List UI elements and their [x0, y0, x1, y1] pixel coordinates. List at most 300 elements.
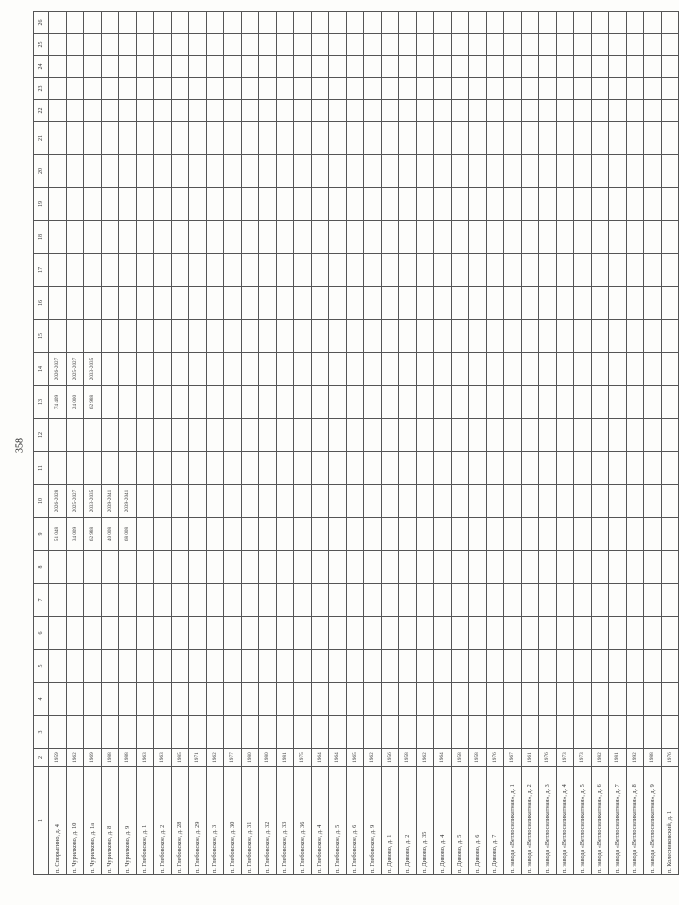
table-cell: [416, 221, 434, 254]
table-cell: [591, 386, 609, 419]
table-cell: [661, 683, 679, 716]
table-cell: [346, 78, 364, 100]
table-cell: [364, 320, 382, 353]
table-cell: [644, 254, 662, 287]
table-cell: [591, 452, 609, 485]
table-cell: [66, 584, 84, 617]
column-header: 16: [34, 287, 49, 320]
table-cell: [661, 617, 679, 650]
table-cell: [626, 353, 644, 386]
table-row: [416, 12, 434, 875]
table-cell: [154, 419, 172, 452]
table-cell: [241, 122, 259, 155]
table-cell: [451, 353, 469, 386]
table-cell: [644, 122, 662, 155]
table-cell: [259, 56, 277, 78]
table-cell: [644, 320, 662, 353]
table-cell: [346, 551, 364, 584]
table-cell: [329, 419, 347, 452]
table-cell: [294, 485, 312, 518]
table-cell: [84, 254, 102, 287]
table-cell: 2039-2041: [119, 485, 137, 518]
table-cell: [294, 188, 312, 221]
table-cell: 1962: [206, 749, 224, 767]
table-cell: [644, 518, 662, 551]
table-cell: [469, 386, 487, 419]
table-cell: [224, 551, 242, 584]
table-cell: [119, 386, 137, 419]
table-cell: [189, 419, 207, 452]
table-cell: [241, 34, 259, 56]
table-cell: [486, 650, 504, 683]
table-cell: [364, 254, 382, 287]
table-cell: [556, 12, 574, 34]
table-cell: [346, 452, 364, 485]
table-cell: [154, 122, 172, 155]
table-cell: [661, 155, 679, 188]
table-cell: [224, 221, 242, 254]
table-cell: [346, 100, 364, 122]
table-cell: [504, 122, 522, 155]
table-row: [381, 12, 399, 875]
table-cell: [241, 452, 259, 485]
table-cell: [539, 320, 557, 353]
table-cell: [539, 716, 557, 749]
table-cell: [206, 56, 224, 78]
table-cell: [171, 221, 189, 254]
table-cell: [49, 56, 67, 78]
table-cell: [311, 617, 329, 650]
table-cell: 1975: [294, 749, 312, 767]
table-cell: [434, 287, 452, 320]
column-header: 17: [34, 254, 49, 287]
table-cell: [661, 650, 679, 683]
table-cell: [556, 551, 574, 584]
table-cell: [171, 452, 189, 485]
table-cell: [154, 617, 172, 650]
table-cell: [626, 188, 644, 221]
table-cell: [294, 320, 312, 353]
table-cell: [469, 100, 487, 122]
table-cell: [451, 254, 469, 287]
table-cell: [294, 122, 312, 155]
table-cell: [591, 320, 609, 353]
table-row: [189, 12, 207, 875]
row-address-cell: п. Глебовское, д. 31: [241, 767, 259, 875]
table-cell: [311, 386, 329, 419]
table-cell: [66, 551, 84, 584]
table-row: [626, 12, 644, 875]
table-cell: [66, 34, 84, 56]
table-cell: [346, 320, 364, 353]
table-cell: [504, 12, 522, 34]
table-cell: [276, 320, 294, 353]
table-cell: 62 988: [84, 386, 102, 419]
table-cell: [136, 12, 154, 34]
row-address-cell: п. Дивово, д. 2: [399, 767, 417, 875]
table-cell: [644, 188, 662, 221]
table-cell: [154, 221, 172, 254]
table-cell: [154, 452, 172, 485]
table-cell: [154, 34, 172, 56]
table-cell: [206, 287, 224, 320]
row-address-cell: п. завода «Ветлосиликатная», д. 8: [626, 767, 644, 875]
table-cell: [469, 78, 487, 100]
table-cell: [521, 716, 539, 749]
row-address-cell: п. Дивово, д. 4: [434, 767, 452, 875]
table-cell: [329, 551, 347, 584]
table-cell: [241, 386, 259, 419]
table-cell: [626, 716, 644, 749]
table-cell: [119, 78, 137, 100]
table-cell: [329, 12, 347, 34]
table-cell: [206, 34, 224, 56]
table-cell: [574, 100, 592, 122]
table-cell: [101, 12, 119, 34]
table-cell: [136, 716, 154, 749]
table-cell: [591, 518, 609, 551]
table-cell: [189, 254, 207, 287]
table-cell: [49, 551, 67, 584]
table-cell: [469, 34, 487, 56]
table-cell: 1981: [276, 749, 294, 767]
table-cell: [504, 254, 522, 287]
table-cell: [399, 188, 417, 221]
table-cell: [626, 254, 644, 287]
table-row: [574, 12, 592, 875]
table-cell: [136, 452, 154, 485]
table-cell: [521, 353, 539, 386]
table-cell: [241, 617, 259, 650]
table-cell: 2033-2035: [84, 485, 102, 518]
table-cell: [311, 518, 329, 551]
table-cell: [119, 716, 137, 749]
table-cell: [504, 485, 522, 518]
table-cell: [329, 485, 347, 518]
row-address-cell: п. Дивово, д. 5: [451, 767, 469, 875]
table-cell: [241, 485, 259, 518]
table-cell: [399, 617, 417, 650]
table-cell: [171, 716, 189, 749]
table-cell: [206, 452, 224, 485]
table-cell: 1963: [154, 749, 172, 767]
table-cell: [539, 34, 557, 56]
table-cell: [276, 386, 294, 419]
table-cell: [84, 617, 102, 650]
table-cell: [311, 155, 329, 188]
table-cell: [206, 485, 224, 518]
table-cell: [84, 188, 102, 221]
row-address-cell: п. Чурилково, д. 9: [119, 767, 137, 875]
table-cell: [294, 584, 312, 617]
table-cell: [469, 617, 487, 650]
table-cell: [259, 254, 277, 287]
table-cell: [556, 254, 574, 287]
table-cell: 24 000: [66, 386, 84, 419]
table-cell: [381, 452, 399, 485]
table-cell: [364, 122, 382, 155]
table-cell: [136, 320, 154, 353]
table-cell: [171, 188, 189, 221]
table-cell: [521, 683, 539, 716]
table-cell: [101, 78, 119, 100]
table-cell: [609, 100, 627, 122]
table-cell: [66, 12, 84, 34]
table-cell: [626, 551, 644, 584]
table-cell: [49, 100, 67, 122]
table-cell: [101, 353, 119, 386]
table-cell: [119, 12, 137, 34]
table-cell: [276, 419, 294, 452]
table-cell: [311, 56, 329, 78]
table-cell: [154, 386, 172, 419]
table-row: [609, 12, 627, 875]
table-cell: [661, 485, 679, 518]
table-cell: [101, 221, 119, 254]
table-cell: [434, 254, 452, 287]
table-cell: 1981: [609, 749, 627, 767]
row-address-cell: п. Дивово, д. 35: [416, 767, 434, 875]
table-cell: [609, 518, 627, 551]
table-cell: 1973: [574, 749, 592, 767]
table-cell: 1969: [84, 749, 102, 767]
table-cell: [224, 617, 242, 650]
table-cell: [294, 34, 312, 56]
table-cell: [224, 353, 242, 386]
table-cell: [241, 78, 259, 100]
table-cell: [84, 650, 102, 683]
table-cell: [154, 320, 172, 353]
table-cell: [171, 650, 189, 683]
table-cell: [591, 56, 609, 78]
table-cell: [276, 452, 294, 485]
table-cell: [364, 551, 382, 584]
table-cell: [486, 617, 504, 650]
table-cell: [364, 56, 382, 78]
table-cell: [206, 386, 224, 419]
table-cell: [591, 650, 609, 683]
table-cell: [241, 353, 259, 386]
table-cell: [311, 221, 329, 254]
table-cell: [276, 78, 294, 100]
table-cell: [486, 716, 504, 749]
table-cell: [364, 353, 382, 386]
table-cell: [224, 716, 242, 749]
table-cell: [486, 518, 504, 551]
table-cell: [451, 188, 469, 221]
table-cell: [609, 221, 627, 254]
table-cell: [259, 221, 277, 254]
table-cell: [609, 122, 627, 155]
table-cell: [276, 518, 294, 551]
table-cell: [171, 617, 189, 650]
table-cell: [574, 188, 592, 221]
table-cell: [311, 353, 329, 386]
table-cell: [276, 650, 294, 683]
table-cell: [661, 122, 679, 155]
row-address-cell: п. Чурилково, д. 1а: [84, 767, 102, 875]
table-cell: [381, 518, 399, 551]
table-cell: [609, 254, 627, 287]
row-address-cell: п. завода «Ветлосиликатная», д. 1: [504, 767, 522, 875]
table-cell: [206, 716, 224, 749]
table-cell: [224, 683, 242, 716]
table-row: [154, 12, 172, 875]
table-cell: [469, 56, 487, 78]
table-cell: [49, 617, 67, 650]
table-row: [84, 12, 102, 875]
table-cell: [556, 155, 574, 188]
table-cell: [189, 386, 207, 419]
row-address-cell: п. Дивово, д. 6: [469, 767, 487, 875]
table-cell: [626, 617, 644, 650]
table-cell: [661, 287, 679, 320]
table-cell: [136, 34, 154, 56]
table-cell: [644, 452, 662, 485]
table-cell: [294, 452, 312, 485]
table-cell: [154, 584, 172, 617]
table-cell: 1962: [364, 749, 382, 767]
table-cell: 1963: [136, 749, 154, 767]
table-cell: [189, 551, 207, 584]
table-cell: [206, 650, 224, 683]
table-cell: [136, 518, 154, 551]
table-cell: [504, 100, 522, 122]
table-cell: [224, 254, 242, 287]
table-cell: [609, 320, 627, 353]
table-cell: [119, 617, 137, 650]
table-cell: [294, 221, 312, 254]
table-cell: [626, 518, 644, 551]
table-cell: [504, 452, 522, 485]
row-address-cell: п. Дивово, д. 7: [486, 767, 504, 875]
table-cell: [399, 100, 417, 122]
table-cell: [644, 551, 662, 584]
table-cell: [521, 518, 539, 551]
table-cell: [241, 584, 259, 617]
table-cell: [189, 353, 207, 386]
table-cell: [609, 56, 627, 78]
table-cell: [119, 122, 137, 155]
table-cell: [346, 56, 364, 78]
table-cell: [259, 617, 277, 650]
table-cell: [136, 122, 154, 155]
table-cell: [171, 683, 189, 716]
table-cell: [451, 320, 469, 353]
table-cell: [224, 188, 242, 221]
table-cell: [626, 34, 644, 56]
table-cell: [521, 221, 539, 254]
table-cell: [364, 155, 382, 188]
table-cell: [346, 485, 364, 518]
table-cell: [259, 155, 277, 188]
table-cell: [539, 683, 557, 716]
table-cell: [626, 452, 644, 485]
table-cell: [206, 122, 224, 155]
table-cell: [119, 353, 137, 386]
table-cell: [171, 122, 189, 155]
table-row: [294, 12, 312, 875]
table-cell: [644, 34, 662, 56]
table-cell: [609, 584, 627, 617]
table-cell: [346, 650, 364, 683]
table-cell: [224, 518, 242, 551]
table-cell: [276, 56, 294, 78]
table-row: [434, 12, 452, 875]
table-cell: [504, 584, 522, 617]
table-cell: [521, 584, 539, 617]
table-cell: [644, 650, 662, 683]
table-cell: [241, 254, 259, 287]
table-cell: [609, 353, 627, 386]
table-cell: [451, 100, 469, 122]
table-cell: [119, 188, 137, 221]
table-cell: [539, 353, 557, 386]
table-cell: [49, 320, 67, 353]
table-cell: [206, 12, 224, 34]
table-cell: [591, 716, 609, 749]
table-cell: [154, 188, 172, 221]
table-cell: [661, 100, 679, 122]
table-cell: [399, 78, 417, 100]
column-header: 19: [34, 188, 49, 221]
table-cell: [346, 221, 364, 254]
table-cell: [434, 452, 452, 485]
table-cell: [49, 452, 67, 485]
table-cell: [276, 221, 294, 254]
table-cell: [311, 320, 329, 353]
table-cell: [119, 254, 137, 287]
table-cell: [154, 485, 172, 518]
table-cell: [504, 56, 522, 78]
table-cell: 2039-2041: [101, 485, 119, 518]
table-cell: [434, 320, 452, 353]
table-cell: [346, 386, 364, 419]
table-cell: [556, 34, 574, 56]
table-cell: [136, 287, 154, 320]
table-cell: [259, 386, 277, 419]
table-cell: [206, 419, 224, 452]
table-cell: [171, 518, 189, 551]
table-cell: [136, 100, 154, 122]
table-cell: [574, 78, 592, 100]
table-cell: [66, 78, 84, 100]
table-cell: [294, 100, 312, 122]
table-cell: [224, 287, 242, 320]
table-cell: 34 009: [66, 518, 84, 551]
table-cell: [119, 34, 137, 56]
table-cell: [66, 122, 84, 155]
table-cell: [66, 320, 84, 353]
table-cell: [504, 188, 522, 221]
table-cell: [434, 617, 452, 650]
table-cell: [644, 419, 662, 452]
table-cell: [451, 56, 469, 78]
table-cell: [434, 155, 452, 188]
table-cell: [294, 386, 312, 419]
table-cell: [451, 617, 469, 650]
row-address-cell: п. Глебовское, д. 4: [311, 767, 329, 875]
table-cell: [644, 287, 662, 320]
table-cell: [521, 386, 539, 419]
table-cell: [276, 122, 294, 155]
table-cell: 1977: [224, 749, 242, 767]
table-cell: [626, 419, 644, 452]
table-cell: [66, 188, 84, 221]
table-cell: [136, 78, 154, 100]
table-row: [486, 12, 504, 875]
row-address-cell: п. Глебовское, д. 36: [294, 767, 312, 875]
